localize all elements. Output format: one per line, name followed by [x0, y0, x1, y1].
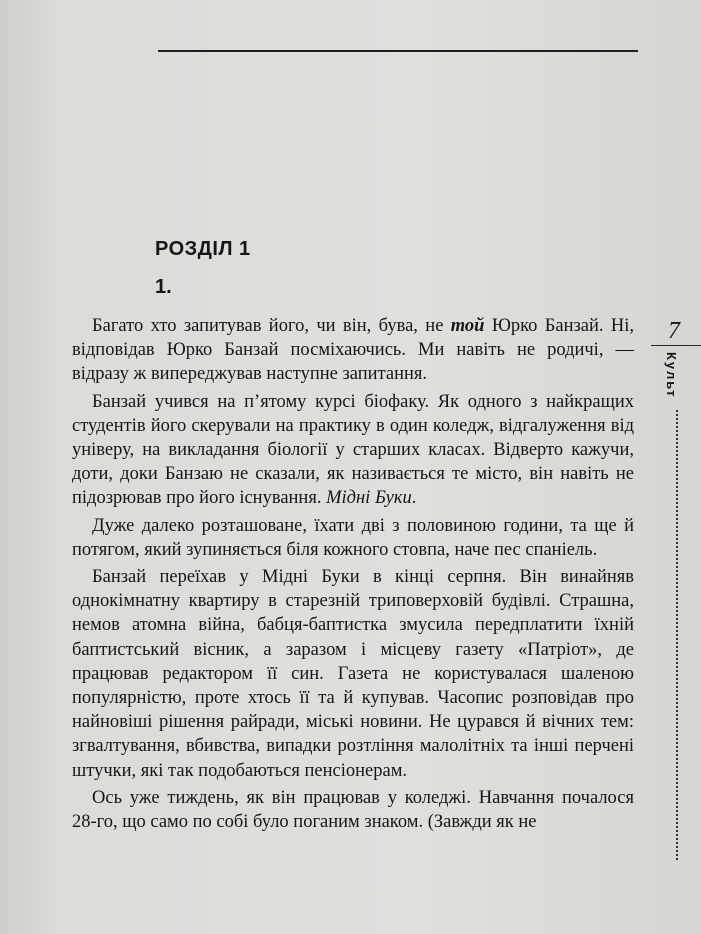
text-run: Банзай учився на п’ятому курсі біофаку. Як одного з найкращих студентів його скерували на практику в один коледж, відгалуження від універу, на викладання біології у старших класах. Відверто кажучи, доти, доки Банзаю не сказали, як називається те місто, він навіть не підозрював про його існування.: [72, 391, 634, 509]
text-run: Ось уже тиждень, як він працював у коледжі. Навчання почалося 28-го, що само по собі було поганим знаком. (Завжди як не: [72, 787, 634, 833]
top-rule: [158, 50, 638, 52]
text-run: Багато хто запитував його, чи він, бува, не: [92, 316, 451, 336]
paragraph: [72, 314, 634, 387]
chapter-title: РОЗДІЛ 1: [155, 238, 251, 260]
text-run: .: [411, 488, 417, 509]
page-number: 7: [668, 318, 680, 344]
text-run: Юрко Банзай. Ні, відповідав Юрко Банзай посміхаючись. Ми навіть не родичі, — відразу ж випереджував наступне запитання.: [72, 316, 634, 385]
text-run: Мідні Буки: [326, 488, 412, 509]
paragraph: [72, 390, 634, 511]
paragraph: [72, 514, 634, 562]
running-head: Культ: [664, 352, 679, 399]
side-rule: [651, 345, 701, 346]
body-text: [72, 314, 634, 834]
text-run: той: [450, 316, 485, 336]
text-run: Банзай переїхав у Мідні Буки в кінці серпня. Він винайняв однокімнатну квартиру в старезній триповерховій будівлі. Страшна, немов атомна війна, бабця-баптистка змусила передплатити їхній баптистський вісник, а заразом і місцеву газету «Патріот», де працював редактором її син. Газета не користувалася шаленою популярністю, проте хтось її та й купував. Часопис розповідав про найновіші рішення райради, міські новини. Не цурався й вічних тем: згвалтування, вбивства, випадки розтління малолітніх та інші перчені штучки, які так подобаються пенсіонерам.: [72, 567, 634, 781]
section-number: 1.: [155, 276, 172, 298]
paragraph: [72, 786, 634, 834]
text-run: Дуже далеко розташоване, їхати дві з половиною години, та ще й потягом, який зупиняється біля кожного стовпа, наче пес спаніель.: [72, 515, 634, 560]
paragraph: [72, 565, 634, 783]
dotted-leader: [676, 410, 678, 860]
